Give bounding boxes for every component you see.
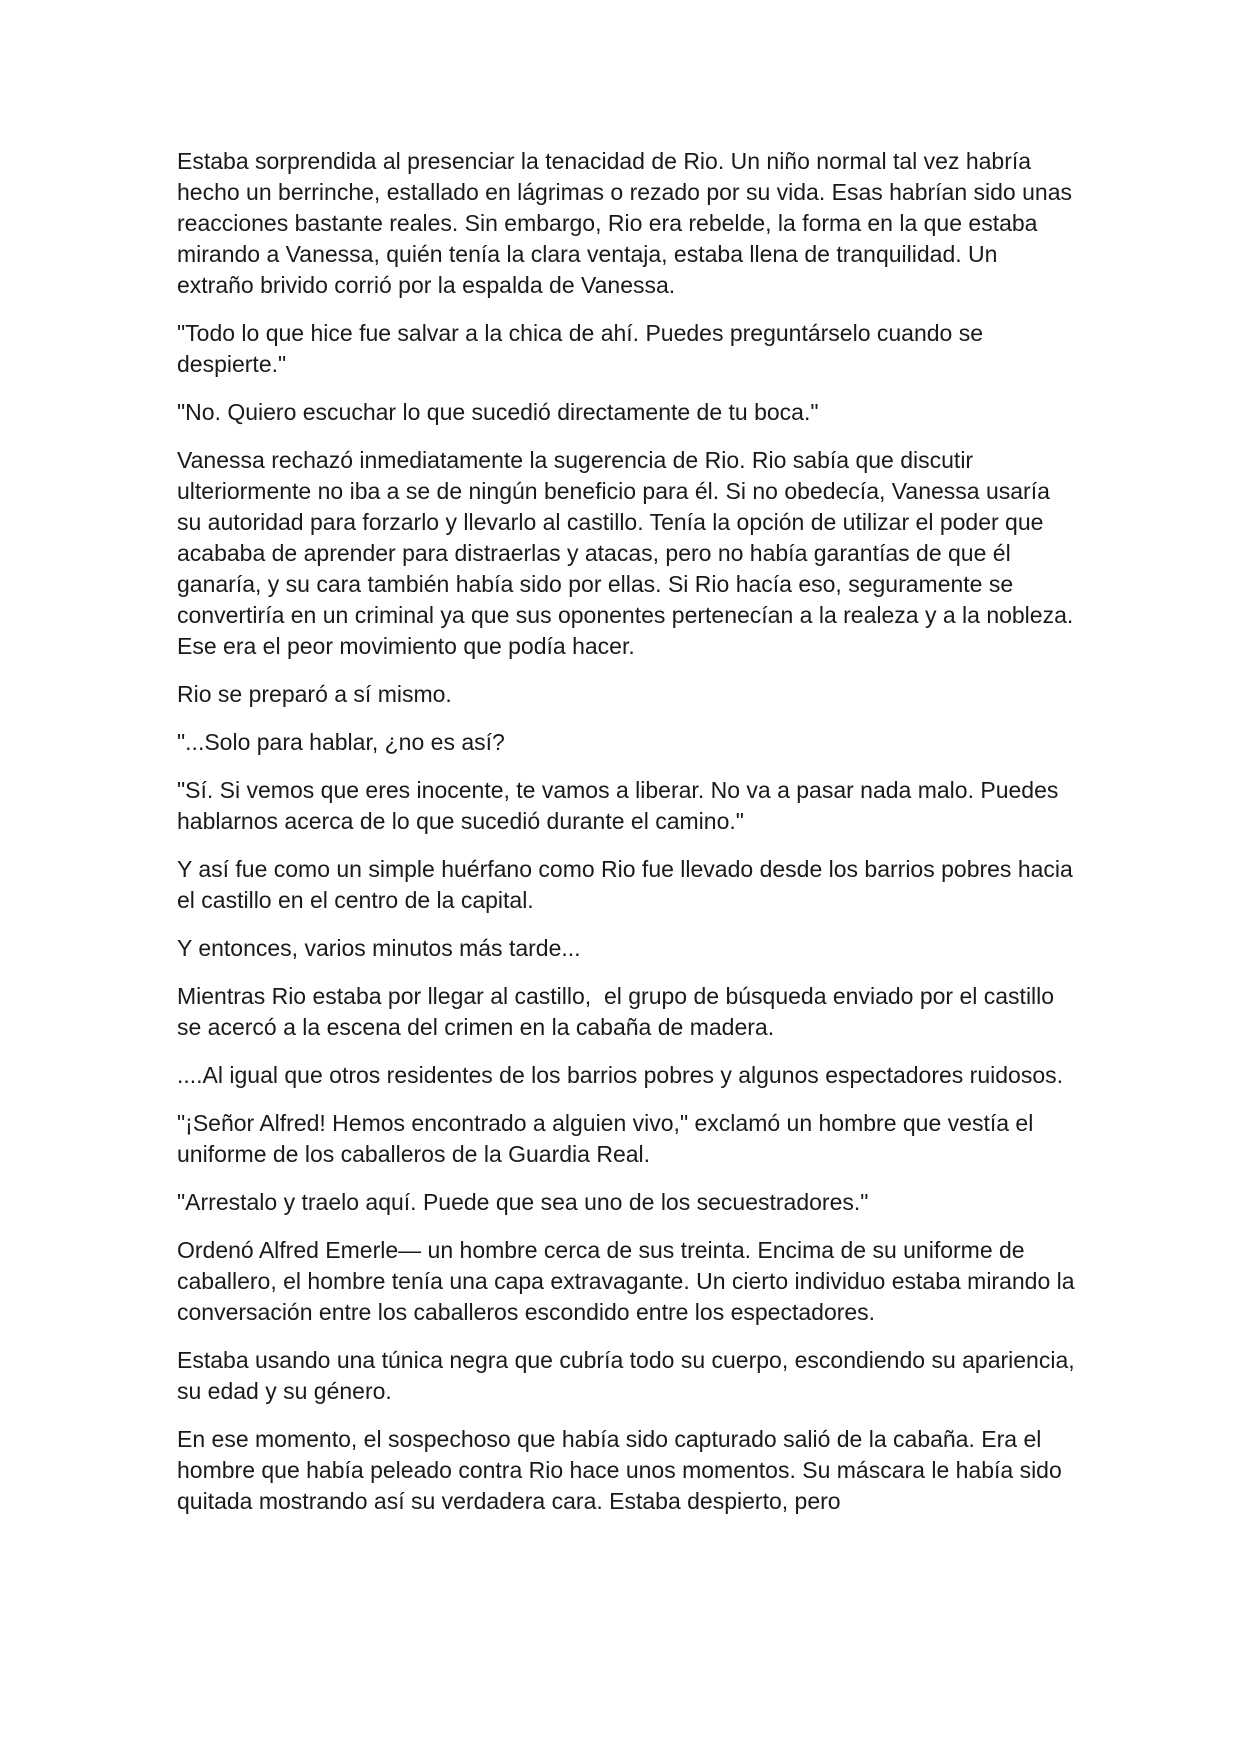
document-body — [177, 146, 1082, 1534]
paragraph-5: Rio se preparó a sí mismo. — [177, 681, 452, 707]
paragraph-12: "¡Señor Alfred! Hemos encontrado a alguien vivo," exclamó un hombre que vestía el uniforme de los caballeros de la Guardia Real. — [177, 1110, 1040, 1167]
paragraph-9: Y entonces, varios minutos más tarde... — [177, 935, 581, 961]
paragraph-10: Mientras Rio estaba por llegar al castillo, el grupo de búsqueda enviado por el castillo se acercó a la escena del crimen en la cabaña de madera. — [177, 983, 1061, 1040]
paragraph-14: Ordenó Alfred Emerle— un hombre cerca de sus treinta. Encima de su uniforme de caballero, el hombre tenía una capa extravagante. Un cierto individuo estaba mirando la conversación entre los caballeros escondido entre los espectadores. — [177, 1237, 1081, 1325]
paragraph-8: Y así fue como un simple huérfano como Rio fue llevado desde los barrios pobres hacia el castillo en el centro de la capital. — [177, 856, 1080, 913]
paragraph-16: En ese momento, el sospechoso que había sido capturado salió de la cabaña. Era el hombre que había peleado contra Rio hace unos momentos. Su máscara le había sido quitada mostrando así su verdadera cara. Estaba despierto, pero — [177, 1426, 1069, 1514]
paragraph-4: Vanessa rechazó inmediatamente la sugerencia de Rio. Rio sabía que discutir ulteriormente no iba a se de ningún beneficio para él. Si no obedecía, Vanessa usaría su autoridad para forzarlo y llevarlo al castillo. Tenía la opción de utilizar el poder que acababa de aprender para distraerlas y atacas, pero no había garantías de que él ganaría, y su cara también había sido por ellas. Si Rio hacía eso, seguramente se convertiría en un criminal ya que sus oponentes pertenecían a la realeza y a la nobleza. Ese era el peor movimiento que podía hacer. — [177, 447, 1080, 659]
paragraph-2: "Todo lo que hice fue salvar a la chica de ahí. Puedes preguntárselo cuando se despierte." — [177, 320, 990, 377]
paragraph-11: ....Al igual que otros residentes de los barrios pobres y algunos espectadores ruidosos. — [177, 1062, 1064, 1088]
paragraph-3: "No. Quiero escuchar lo que sucedió directamente de tu boca." — [177, 399, 819, 425]
paragraph-6: "...Solo para hablar, ¿no es así? — [177, 729, 505, 755]
paragraph-1: Estaba sorprendida al presenciar la tenacidad de Rio. Un niño normal tal vez habría hecho un berrinche, estallado en lágrimas o rezado por su vida. Esas habrían sido unas reacciones bastante reales. Sin embargo, Rio era rebelde, la forma en la que estaba mirando a Vanessa, quién tenía la clara ventaja, estaba llena de tranquilidad. Un extraño brivido corrió por la espalda de Vanessa. — [177, 148, 1079, 298]
paragraph-7: "Sí. Si vemos que eres inocente, te vamos a liberar. No va a pasar nada malo. Puedes hablarnos acerca de lo que sucedió durante el camino." — [177, 777, 1065, 834]
paragraph-15: Estaba usando una túnica negra que cubría todo su cuerpo, escondiendo su apariencia, su edad y su género. — [177, 1347, 1082, 1404]
paragraph-13: "Arrestalo y traelo aquí. Puede que sea uno de los secuestradores." — [177, 1189, 869, 1215]
